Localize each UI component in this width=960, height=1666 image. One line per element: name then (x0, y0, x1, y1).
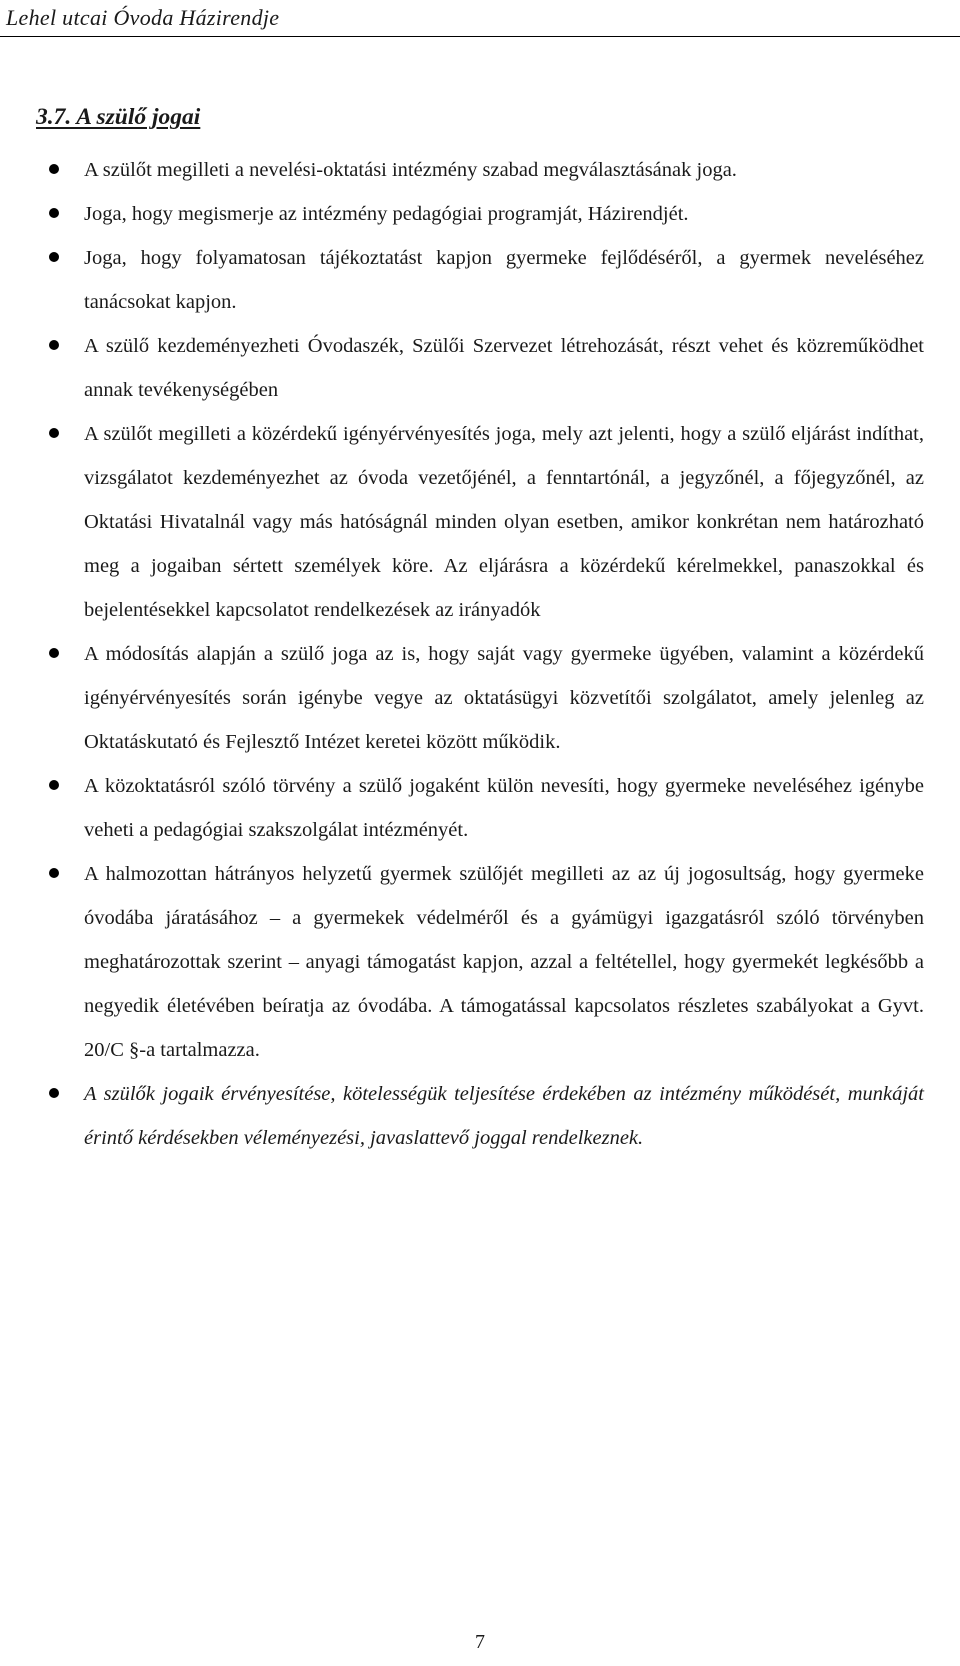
list-item-text: A szülő kezdeményezheti Óvodaszék, Szülői Szervezet létrehozását, részt vehet és közreműködhet annak tevékenységében (84, 335, 924, 401)
list-item-text: A szülőt megilleti a közérdekű igényérvényesítés joga, mely azt jelenti, hogy a szülő eljárást indíthat, vizsgálatot kezdeményezhet az óvoda vezetőjénél, a fenntartónál, a jegyzőnél, a főjegyzőnél, az Oktatási Hivatalnál vagy más hatóságnál minden olyan esetben, amikor konkrétan nem határozható meg a jogaiban sértett személyek köre. Az eljárásra a közérdekű kérelmekkel, panaszokkal és bejelentésekkel kapcsolatot rendelkezések az irányadók (84, 423, 924, 621)
bullet-icon (49, 208, 59, 218)
list-item-text: A közoktatásról szóló törvény a szülő jogaként külön nevesíti, hogy gyermeke neveléséhez igénybe veheti a pedagógiai szakszolgálat intézményét. (84, 775, 924, 841)
list-item (84, 324, 924, 412)
list-item (84, 148, 924, 192)
list-item-text: Joga, hogy folyamatosan tájékoztatást kapjon gyermeke fejlődéséről, a gyermek neveléséhez tanácsokat kapjon. (84, 247, 924, 313)
bullet-icon (49, 252, 59, 262)
list-item (84, 632, 924, 764)
bullet-icon (49, 780, 59, 790)
document-title: Lehel utcai Óvoda Házirendje (6, 5, 280, 30)
bullet-icon (49, 164, 59, 174)
bullet-icon (49, 1088, 59, 1098)
bullet-icon (49, 868, 59, 878)
section-title: 3.7. A szülő jogai (36, 104, 201, 130)
list-item (84, 192, 924, 236)
page-number: 7 (475, 1631, 485, 1653)
list-item (84, 852, 924, 1072)
list-item-text: A szülők jogaik érvényesítése, kötelességük teljesítése érdekében az intézmény működését, munkáját érintő kérdésekben véleményezési, javaslattevő joggal rendelkeznek. (84, 1083, 924, 1149)
rights-list (0, 148, 960, 1160)
bullet-icon (49, 648, 59, 658)
list-item (84, 764, 924, 852)
list-item-text: A módosítás alapján a szülő joga az is, hogy saját vagy gyermeke ügyében, valamint a közérdekű igényérvényesítés során igénybe vegye az oktatásügyi közvetítői szolgálatot, amely jelenleg az Oktatáskutató és Fejlesztő Intézet keretei között működik. (84, 643, 924, 753)
list-item-text: A szülőt megilleti a nevelési-oktatási intézmény szabad megválasztásának joga. (84, 159, 737, 181)
list-item-text: Joga, hogy megismerje az intézmény pedagógiai programját, Házirendjét. (84, 203, 689, 225)
bullet-icon (49, 340, 59, 350)
running-header (0, 0, 960, 37)
list-item (84, 236, 924, 324)
list-item (84, 1072, 924, 1160)
list-item-text: A halmozottan hátrányos helyzetű gyermek szülőjét megilleti az az új jogosultság, hogy gyermeke óvodába járatásához – a gyermekek védelméről és a gyámügyi igazgatásról szóló törvényben meghatározottak szerint – anyagi támogatást kapjon, azzal a feltétellel, hogy gyermekét legkésőbb a negyedik életévében beíratja az óvodába. A támogatással kapcsolatos részletes szabályokat a Gyvt. 20/C §-a tartalmazza. (84, 863, 924, 1061)
bullet-icon (49, 428, 59, 438)
list-item (84, 412, 924, 632)
